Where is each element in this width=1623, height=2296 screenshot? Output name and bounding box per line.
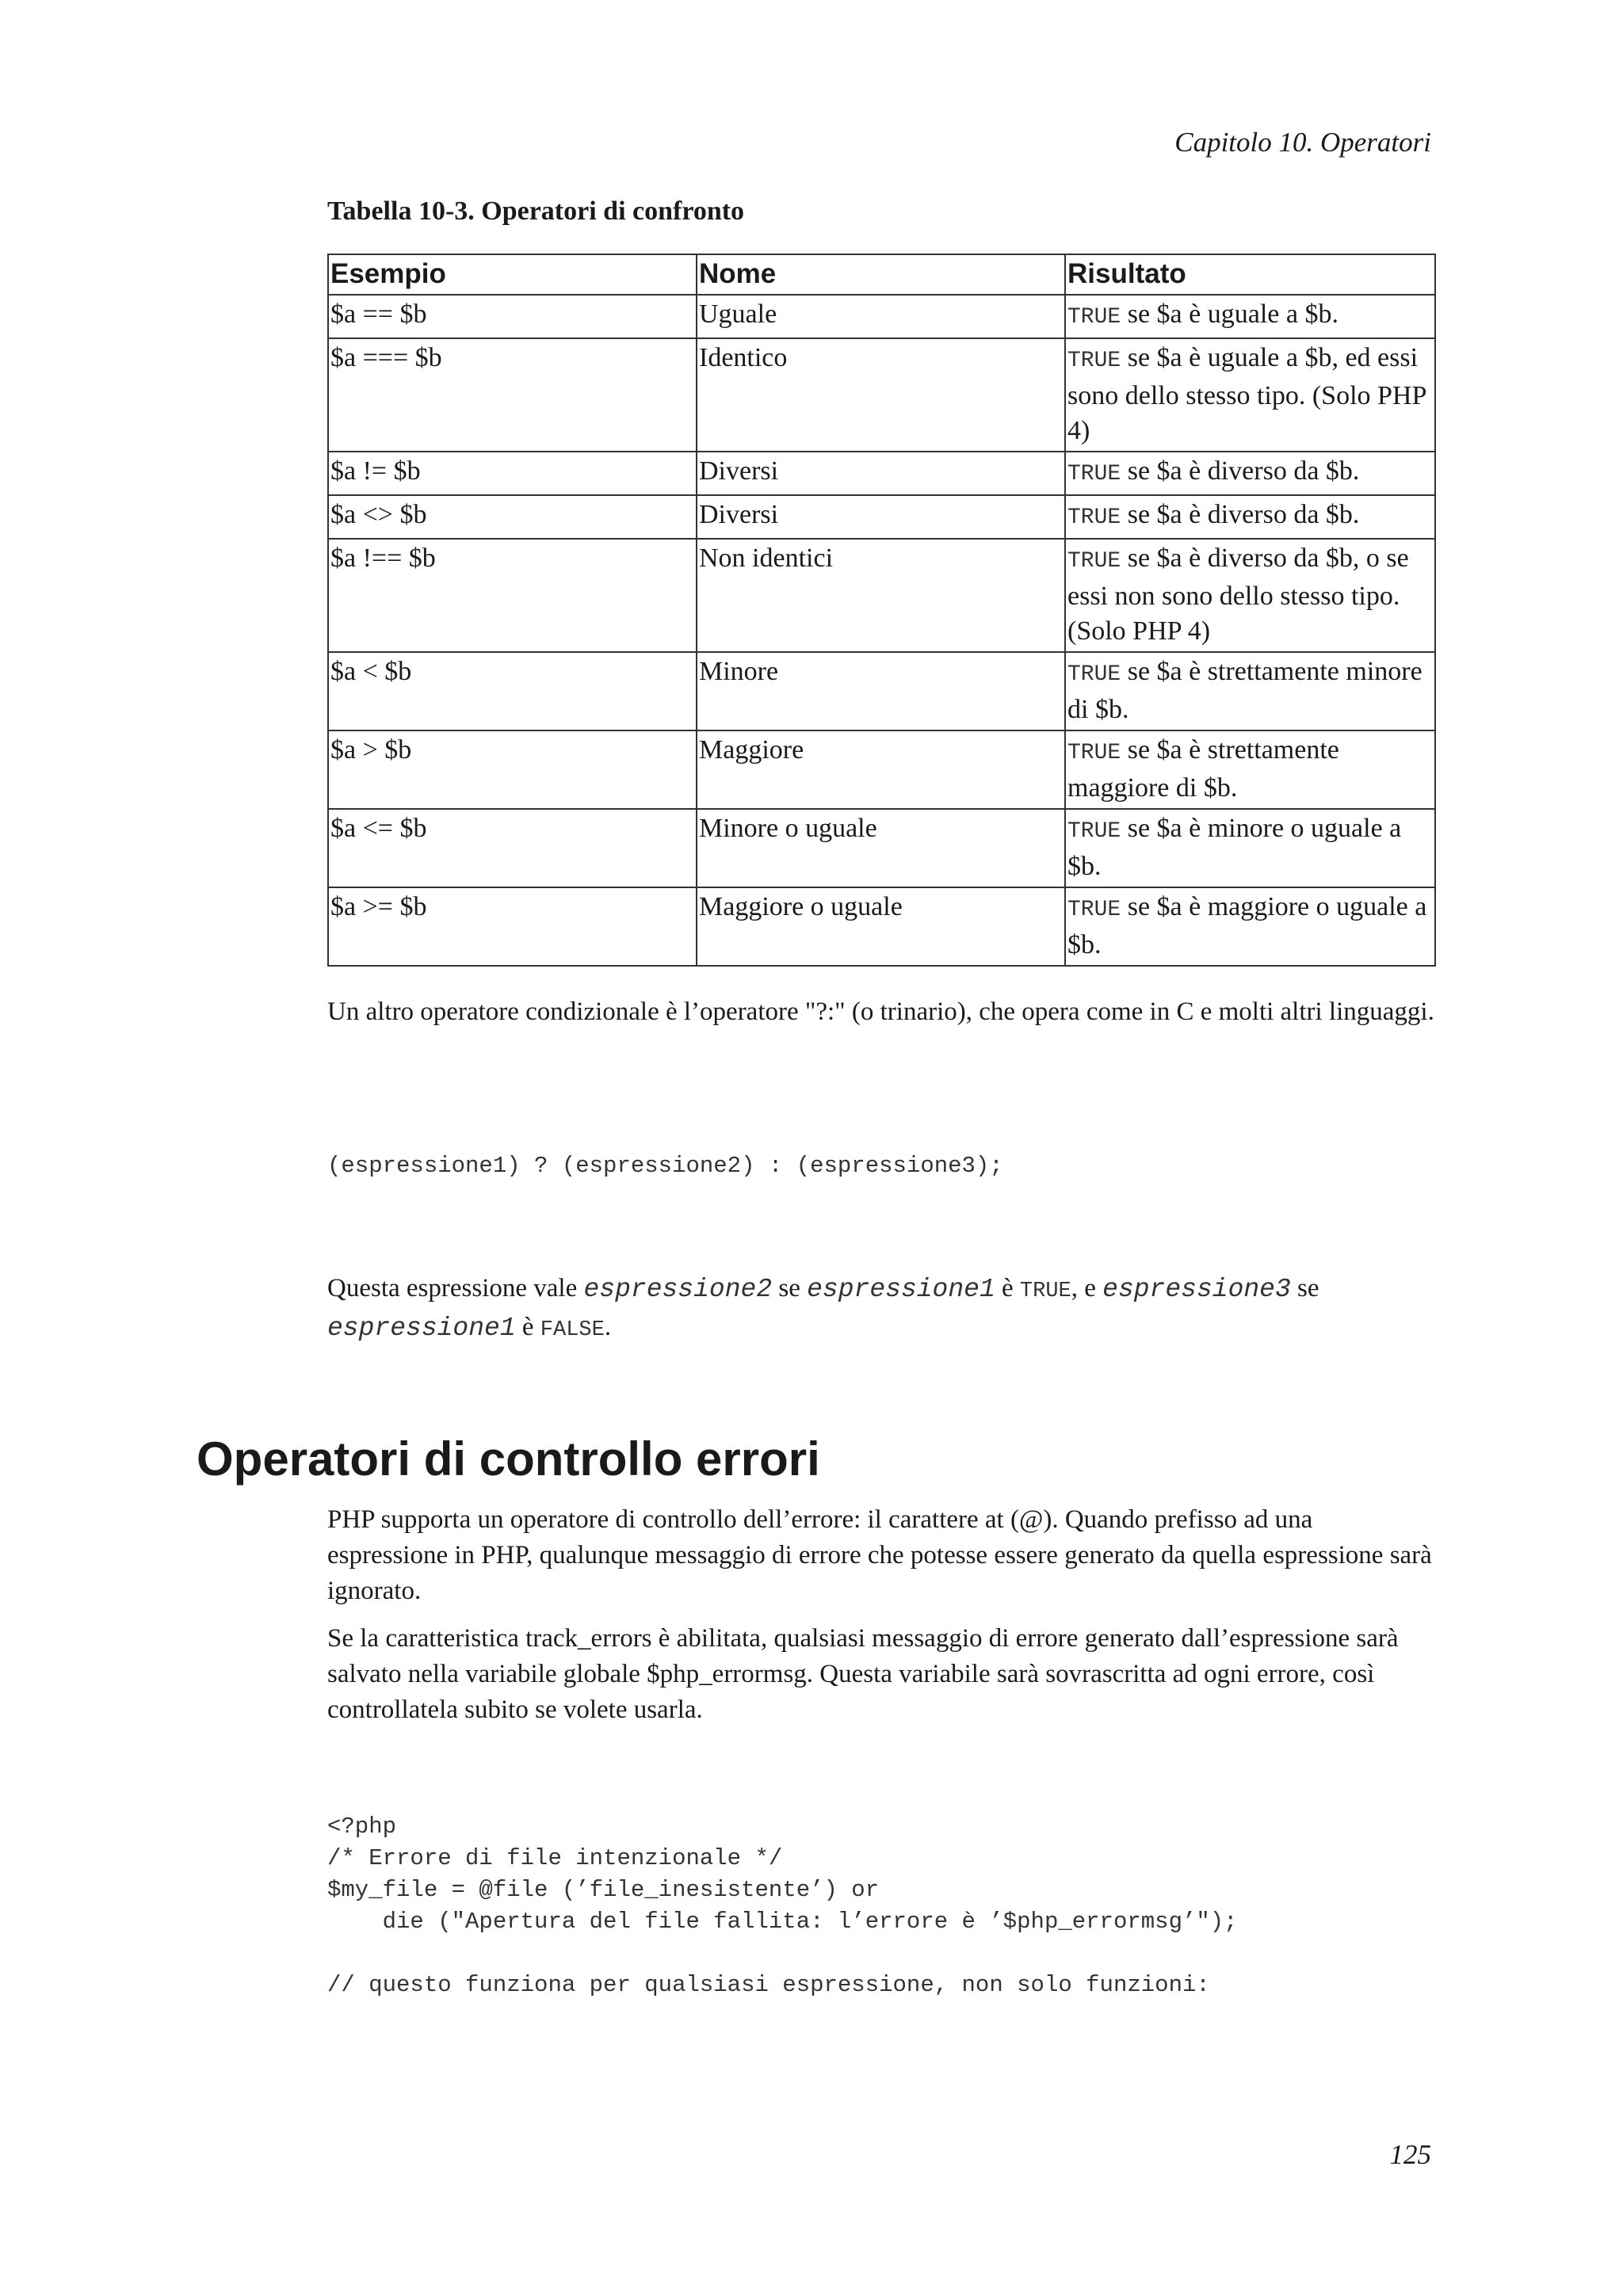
true-keyword: TRUE [1067,349,1121,373]
expression-ref: espressione2 [583,1275,773,1304]
page-number: 125 [1389,2139,1431,2170]
true-keyword: TRUE [1067,741,1121,765]
text-run: , e [1071,1274,1103,1302]
expression-ref: espressione1 [807,1275,995,1304]
table-row [328,730,1435,809]
running-header: Capitolo 10. Operatori [1174,127,1431,158]
expression-ref: espressione3 [1102,1275,1291,1304]
cell-name: Non identici [697,539,1065,652]
section-title: Operatori di controllo errori [197,1432,820,1486]
table-row [328,887,1435,966]
cell-name: Diversi [697,452,1065,495]
ternary-code-block: (espressione1) ? (espressione2) : (espressione3); [327,1153,1003,1179]
result-text: se $a è diverso da $b, o se essi non sono dello stesso tipo. (Solo PHP 4) [1067,543,1409,646]
true-keyword: TRUE [1067,898,1121,922]
cell-result [1065,539,1435,652]
text-run: . [604,1313,612,1341]
text-run: è [515,1313,540,1341]
result-text: se $a è strettamente minore di $b. [1067,657,1423,724]
cell-example: $a < $b [328,652,697,730]
table-row [328,338,1435,452]
cell-example: $a > $b [328,730,697,809]
cell-name: Diversi [697,495,1065,539]
true-keyword: TRUE [1067,462,1121,486]
comparison-operators-table [327,254,1436,967]
column-header-example: Esempio [328,254,697,295]
cell-result [1065,887,1435,966]
table-row [328,809,1435,887]
false-keyword: FALSE [540,1318,605,1342]
table-caption: Tabella 10-3. Operatori di confronto [327,196,745,226]
result-text: se $a è strettamente maggiore di $b. [1067,735,1339,803]
cell-result [1065,652,1435,730]
cell-name: Maggiore [697,730,1065,809]
cell-name: Minore o uguale [697,809,1065,887]
true-keyword: TRUE [1067,549,1121,574]
cell-example: $a !== $b [328,539,697,652]
cell-name: Minore [697,652,1065,730]
text-run: se [1290,1274,1319,1302]
text-run: se [772,1274,808,1302]
true-keyword: TRUE [1067,305,1121,330]
result-text: se $a è uguale a $b, ed essi sono dello stesso tipo. (Solo PHP 4) [1067,343,1426,445]
table-row [328,295,1435,338]
table-header-row [328,254,1435,295]
error-control-paragraph-1: PHP supporta un operatore di controllo dell’errore: il carattere at (@). Quando prefisso ad una espressione in PHP, qualunque messaggio di errore che potesse essere generato da quella espressione sarà ignorato. [327,1505,1432,1605]
error-control-code-block: <?php /* Errore di file intenzionale */ $my_file = @file (’file_inesistente’) or die ("Apertura del file fallita: l’errore è ’$php_errormsg’"); // questo funziona per qualsiasi espressione, non solo funzioni: [327,1814,1238,1998]
true-keyword: TRUE [1067,819,1121,844]
column-header-result: Risultato [1065,254,1435,295]
cell-example: $a <> $b [328,495,697,539]
expression-ref: espressione1 [327,1314,516,1343]
error-control-paragraph-2: Se la caratteristica track_errors è abilitata, qualsiasi messaggio di errore generato dall’espressione sarà salvato nella variabile globale $php_errormsg. Questa variabile sarà sovrascritta ad ogni errore, così controllatela subito se volete usarla. [327,1624,1399,1724]
table-row [328,539,1435,652]
true-keyword: TRUE [1067,505,1121,530]
cell-result [1065,452,1435,495]
text-run: Questa espressione vale [327,1274,584,1302]
cell-result [1065,809,1435,887]
table-row [328,452,1435,495]
result-text: se $a è diverso da $b. [1121,456,1360,486]
true-keyword: TRUE [1067,662,1121,687]
cell-example: $a <= $b [328,809,697,887]
cell-example: $a == $b [328,295,697,338]
cell-name: Uguale [697,295,1065,338]
result-text: se $a è diverso da $b. [1121,500,1360,529]
true-keyword: TRUE [1019,1280,1071,1303]
column-header-name: Nome [697,254,1065,295]
cell-result [1065,295,1435,338]
result-text: se $a è minore o uguale a $b. [1067,814,1402,881]
cell-name: Maggiore o uguale [697,887,1065,966]
cell-result [1065,338,1435,452]
ternary-intro-paragraph: Un altro operatore condizionale è l’operatore "?:" (o trinario), che opera come in C e molti altri linguaggi. [327,997,1434,1026]
cell-result [1065,495,1435,539]
table-row [328,495,1435,539]
cell-example: $a === $b [328,338,697,452]
result-text: se $a è maggiore o uguale a $b. [1067,892,1427,959]
cell-example: $a >= $b [328,887,697,966]
result-text: se $a è uguale a $b. [1121,299,1338,329]
cell-result [1065,730,1435,809]
cell-example: $a != $b [328,452,697,495]
table-row [328,652,1435,730]
cell-name: Identico [697,338,1065,452]
ternary-explanation-paragraph [327,1271,1434,1348]
table-body [328,295,1435,966]
text-run: è [995,1274,1020,1302]
